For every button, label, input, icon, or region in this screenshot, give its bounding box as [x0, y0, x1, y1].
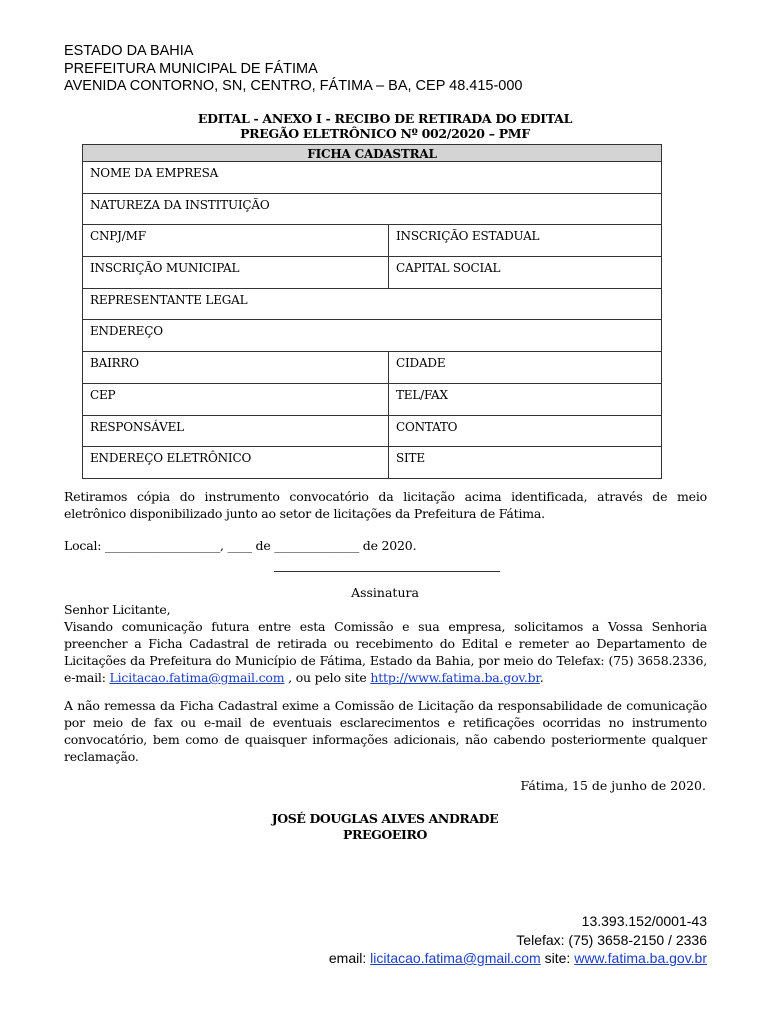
field-state-registration[interactable]: INSCRIÇÃO ESTADUAL: [389, 225, 662, 257]
field-contact[interactable]: CONTATO: [389, 415, 662, 447]
signer-block: [0, 811, 770, 843]
field-share-capital[interactable]: CAPITAL SOCIAL: [389, 257, 662, 289]
letterhead-prefecture: PREFEITURA MUNICIPAL DE FÁTIMA: [64, 60, 318, 77]
field-address[interactable]: ENDEREÇO: [83, 320, 662, 352]
signer-name: JOSÉ DOUGLAS ALVES ANDRADE: [271, 811, 499, 826]
letterhead-state: ESTADO DA BAHIA: [64, 43, 194, 59]
field-telfax[interactable]: TEL/FAX: [389, 383, 662, 415]
field-legal-representative[interactable]: REPRESENTANTE LEGAL: [83, 288, 662, 320]
instruction-paragraph: Visando comunicação futura entre esta Comissão e sua empresa, solicitamos a Vossa Senhoria preencher a Ficha Cadastral de retirada ou recebimento do Edital e remeter ao Departamento de Licitações da Prefeitura do Município de Fátima, Estado da Bahia, por meio do Telefax: (75) 3658.2336, e-mail: Licitacao.fatima@gmail.com , ou pelo site http://www.fatima.ba.gov.br.: [64, 619, 707, 685]
disclaimer-paragraph: A não remessa da Ficha Cadastral exime a Comissão de Licitação da responsabilidade de comunicação por meio de fax ou e-mail de eventuais esclarecimentos e retificações ocorridas no instrumento convocatório, bem como de quaisquer informações adicionais, não cabendo posteriormente qualquer reclamação.: [64, 698, 707, 764]
footer-telefax: Telefax: (75) 3658-2150 / 2336: [516, 931, 707, 948]
document-title-line2: PREGÃO ELETRÔNICO Nº 002/2020 – PMF: [240, 126, 530, 141]
field-site[interactable]: SITE: [389, 447, 662, 479]
field-institution-nature[interactable]: NATUREZA DA INSTITUIÇÃO: [83, 193, 662, 225]
field-neighborhood[interactable]: BAIRRO: [83, 352, 389, 384]
signature-label: Assinatura: [351, 585, 419, 600]
form-heading: FICHA CADASTRAL: [83, 145, 662, 162]
site-link[interactable]: http://www.fatima.ba.gov.br: [370, 670, 540, 685]
field-cep[interactable]: CEP: [83, 383, 389, 415]
registration-form-table: [82, 144, 662, 479]
local-date-line: Local: ___________________, ____ de ______________ de 2020.: [64, 538, 417, 553]
signature-line: [274, 571, 500, 572]
letterhead: [64, 43, 523, 96]
signer-role: PREGOEIRO: [343, 827, 427, 842]
email-link[interactable]: Licitacao.fatima@gmail.com: [109, 670, 285, 685]
document-title: [0, 111, 770, 141]
salutation: Senhor Licitante,: [64, 602, 171, 617]
footer-contact: email: licitacao.fatima@gmail.com site: www.fatima.ba.gov.br: [328, 950, 707, 966]
footer-cnpj: 13.393.152/0001-43: [581, 913, 707, 929]
footer-email-link[interactable]: licitacao.fatima@gmail.com: [370, 950, 541, 966]
field-city[interactable]: CIDADE: [389, 352, 662, 384]
retrieval-statement: Retiramos cópia do instrumento convocatório da licitação acima identificada, através de meio eletrônico disponibilizado junto ao setor de licitações da Prefeitura de Fátima.: [64, 489, 707, 521]
document-title-line1: EDITAL - ANEXO I - RECIBO DE RETIRADA DO EDITAL: [197, 111, 573, 126]
document-date: Fátima, 15 de junho de 2020.: [520, 778, 706, 793]
field-email-address[interactable]: ENDEREÇO ELETRÔNICO: [83, 447, 389, 479]
footer-site-link[interactable]: www.fatima.ba.gov.br: [574, 950, 707, 966]
letterhead-address: AVENIDA CONTORNO, SN, CENTRO, FÁTIMA – BA, CEP 48.415-000: [64, 78, 523, 94]
field-responsible[interactable]: RESPONSÁVEL: [83, 415, 389, 447]
field-company-name[interactable]: NOME DA EMPRESA: [83, 162, 662, 194]
field-municipal-registration[interactable]: INSCRIÇÃO MUNICIPAL: [83, 257, 389, 289]
footer: [329, 912, 707, 968]
field-cnpj[interactable]: CNPJ/MF: [83, 225, 389, 257]
